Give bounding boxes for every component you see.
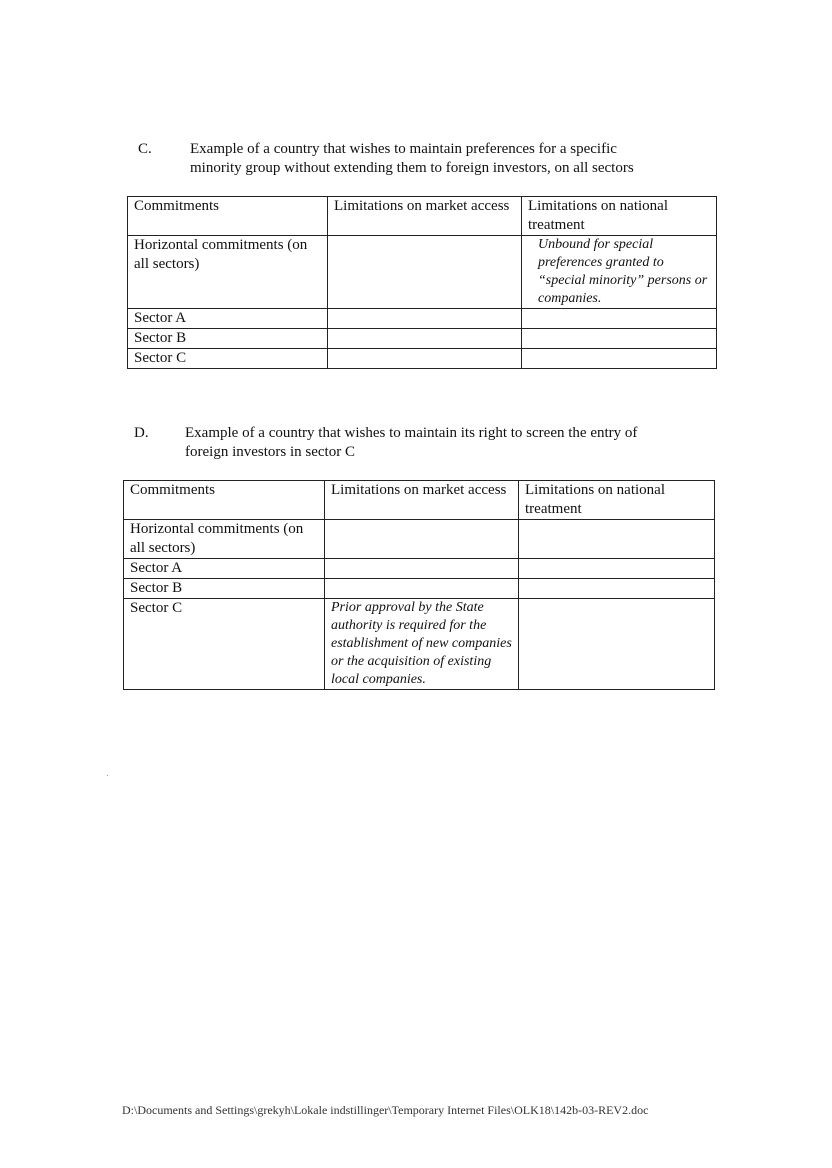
row-national-treatment — [519, 559, 715, 579]
row-label: Horizontal commitments (on all sectors) — [124, 520, 325, 559]
row-label: Sector B — [124, 579, 325, 599]
row-label: Sector B — [128, 329, 328, 349]
row-national-treatment — [522, 309, 717, 329]
table-header-row — [124, 481, 715, 520]
scan-speck — [107, 775, 108, 776]
row-national-treatment — [519, 599, 715, 690]
row-market-access — [325, 559, 519, 579]
row-market-access — [328, 309, 522, 329]
section-c-line-2: minority group without extending them to foreign investors, on all sectors — [190, 160, 634, 176]
table-header-row — [128, 197, 717, 236]
section-c-letter: C. — [138, 141, 152, 157]
table-row — [128, 236, 717, 309]
header-commitments: Commitments — [128, 197, 328, 236]
footer-file-path: D:\Documents and Settings\grekyh\Lokale indstillinger\Temporary Internet Files\OLK18\142b-03-REV2.doc — [122, 1103, 649, 1117]
row-market-access — [325, 520, 519, 559]
row-national-treatment: Unbound for special preferences granted to “special minority” persons or companies. — [522, 236, 717, 309]
row-label: Sector C — [128, 349, 328, 369]
header-market-access: Limitations on market access — [328, 197, 522, 236]
section-c-heading — [138, 140, 698, 180]
header-commitments: Commitments — [124, 481, 325, 520]
table-row — [124, 559, 715, 579]
header-national-treatment: Limitations on national treatment — [519, 481, 715, 520]
row-label: Sector C — [124, 599, 325, 690]
row-market-access — [328, 349, 522, 369]
row-market-access: Prior approval by the State authority is required for the establishment of new companies or the acquisition of existing local companies. — [325, 599, 519, 690]
table-row — [124, 579, 715, 599]
section-d-line-1: Example of a country that wishes to maintain its right to screen the entry of — [185, 425, 638, 441]
section-c-line-1: Example of a country that wishes to maintain preferences for a specific — [190, 141, 617, 157]
row-market-access — [328, 329, 522, 349]
row-national-treatment — [522, 349, 717, 369]
section-d-table — [123, 480, 715, 690]
row-market-access — [328, 236, 522, 309]
table-row — [128, 309, 717, 329]
section-d-heading — [134, 424, 694, 464]
section-d-letter: D. — [134, 425, 149, 441]
row-market-access — [325, 579, 519, 599]
row-national-treatment — [519, 579, 715, 599]
row-label: Horizontal commitments (on all sectors) — [128, 236, 328, 309]
row-label: Sector A — [124, 559, 325, 579]
row-national-treatment — [519, 520, 715, 559]
header-market-access: Limitations on market access — [325, 481, 519, 520]
table-row — [124, 599, 715, 690]
row-national-treatment — [522, 329, 717, 349]
section-d-line-2: foreign investors in sector C — [185, 444, 355, 460]
table-row — [124, 520, 715, 559]
table-row — [128, 349, 717, 369]
section-c-table — [127, 196, 717, 369]
table-row — [128, 329, 717, 349]
row-label: Sector A — [128, 309, 328, 329]
header-national-treatment: Limitations on national treatment — [522, 197, 717, 236]
